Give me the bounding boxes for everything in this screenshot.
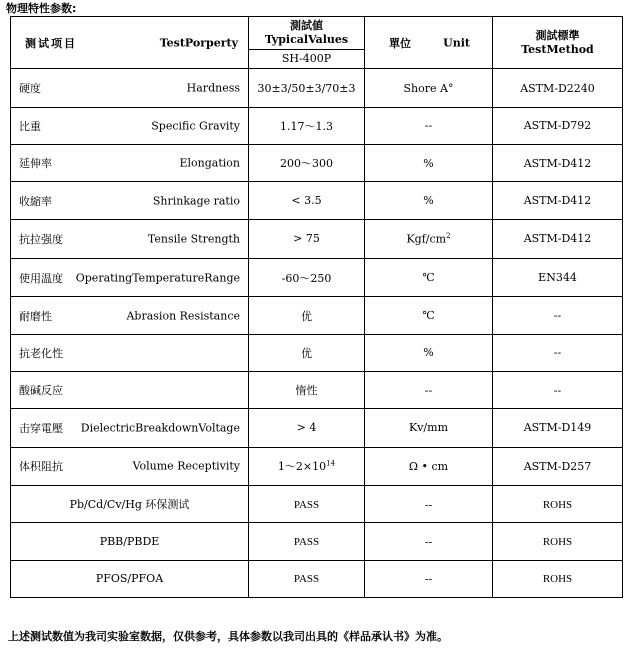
property-en: Abrasion Resistance <box>126 309 240 323</box>
property-cn: 硬度 <box>19 82 41 96</box>
table-row <box>11 107 623 144</box>
typical-value-cell <box>249 447 365 485</box>
unit-cell <box>365 409 493 447</box>
unit-cell <box>365 145 493 182</box>
env-test-unit-cell <box>365 523 493 560</box>
unit-cell <box>365 219 493 258</box>
table-row <box>11 371 623 408</box>
unit-value: % <box>423 156 434 170</box>
typical-value-cell <box>249 259 365 297</box>
method-value: -- <box>553 346 562 360</box>
table-row <box>11 145 623 182</box>
env-test-label-cell <box>11 485 249 522</box>
property-cell <box>11 145 249 182</box>
typical-value: > 4 <box>296 421 317 435</box>
unit-cell <box>365 182 493 219</box>
page-title: 物理特性参数: <box>6 2 77 15</box>
typical-value: > 75 <box>293 232 320 246</box>
property-en: Elongation <box>179 156 240 170</box>
property-en: Shrinkage ratio <box>152 194 240 208</box>
env-test-value-cell <box>249 523 365 560</box>
unit-cell <box>365 107 493 144</box>
unit-value: ℃ <box>422 271 435 285</box>
typical-value-cell <box>249 219 365 258</box>
env-test-unit: -- <box>424 535 433 548</box>
unit-cell <box>365 447 493 485</box>
unit-value: % <box>423 346 434 360</box>
property-cn: 比重 <box>19 119 41 133</box>
unit-value: ℃ <box>422 309 435 323</box>
table-row <box>11 334 623 371</box>
table-row <box>11 259 623 297</box>
header-typical-cn: 測試値 <box>290 19 323 32</box>
unit-cell <box>365 69 493 107</box>
env-test-unit-cell <box>365 485 493 522</box>
method-cell <box>493 107 623 144</box>
header-method-en: TestMethod <box>521 42 594 56</box>
env-test-value: PASS <box>293 535 320 548</box>
table-row <box>11 447 623 485</box>
typical-value-cell <box>249 409 365 447</box>
method-value: EN344 <box>538 271 577 285</box>
property-cell <box>11 371 249 408</box>
env-test-method-cell <box>493 523 623 560</box>
env-test-row <box>11 560 623 597</box>
unit-cell <box>365 259 493 297</box>
table-row <box>11 219 623 258</box>
property-cell <box>11 447 249 485</box>
method-value: ASTM-D257 <box>523 459 592 473</box>
env-test-method-cell <box>493 485 623 522</box>
typical-value-cell <box>249 107 365 144</box>
unit-value: % <box>423 194 434 208</box>
typical-value: 1.17～1.3 <box>280 119 333 133</box>
env-test-value: PASS <box>293 498 320 511</box>
typical-value: < 3.5 <box>291 194 322 208</box>
property-cell <box>11 107 249 144</box>
typical-value-cell <box>249 145 365 182</box>
header-property <box>11 17 249 69</box>
method-value: ASTM-D2240 <box>520 81 595 95</box>
typical-value: 惰性 <box>295 384 318 398</box>
method-value: ASTM-D149 <box>523 421 592 435</box>
property-cell <box>11 182 249 219</box>
header-model: SH-400P <box>281 52 332 65</box>
property-en: Tensile Strength <box>147 232 240 246</box>
method-value: ASTM-D412 <box>523 194 592 208</box>
method-cell <box>493 182 623 219</box>
env-test-unit-cell <box>365 560 493 597</box>
typical-value-cell <box>249 334 365 371</box>
header-method-cn: 測試標準 <box>535 28 580 42</box>
unit-cell <box>365 334 493 371</box>
unit-cell <box>365 297 493 334</box>
method-cell <box>493 69 623 107</box>
env-test-method: ROHS <box>542 498 573 511</box>
property-cn: 击穿電壓 <box>19 421 63 435</box>
method-cell <box>493 409 623 447</box>
method-cell <box>493 447 623 485</box>
property-cell <box>11 219 249 258</box>
header-property-en: TestPorperty <box>159 36 238 50</box>
env-test-row <box>11 485 623 522</box>
method-cell <box>493 371 623 408</box>
unit-value: -- <box>424 119 433 133</box>
env-test-method: ROHS <box>542 535 573 548</box>
env-test-method: ROHS <box>542 573 573 586</box>
header-unit-cn: 單位 <box>389 36 411 50</box>
property-en: OperatingTemperatureRange <box>75 271 240 285</box>
method-value: ASTM-D412 <box>523 156 592 170</box>
method-cell <box>493 219 623 258</box>
unit-value: Shore A° <box>403 81 454 95</box>
method-cell <box>493 334 623 371</box>
env-test-label: PFOS/PFOA <box>95 572 164 586</box>
env-test-value-cell <box>249 485 365 522</box>
typical-value-cell <box>249 69 365 107</box>
property-cell <box>11 334 249 371</box>
typical-value-cell <box>249 371 365 408</box>
property-en: Hardness <box>186 81 240 95</box>
table-row <box>11 69 623 107</box>
property-en: Volume Receptivity <box>132 459 240 473</box>
typical-value-exponent: 14 <box>326 459 336 468</box>
typical-value: 200～300 <box>280 157 333 171</box>
method-value: ASTM-D792 <box>523 119 592 133</box>
method-value: -- <box>553 383 562 397</box>
property-en: DielectricBreakdownVoltage <box>80 421 240 435</box>
property-cn: 耐磨性 <box>19 309 52 323</box>
unit-exponent: 2 <box>446 232 451 241</box>
unit-value: Ω • cm <box>408 459 449 473</box>
method-cell <box>493 145 623 182</box>
table-row <box>11 297 623 334</box>
method-cell <box>493 297 623 334</box>
typical-value: 优 <box>301 309 312 323</box>
unit-value: Kv/mm <box>409 421 448 435</box>
header-unit <box>365 17 493 69</box>
env-test-value: PASS <box>293 573 320 586</box>
typical-value: -60～250 <box>281 271 332 285</box>
property-cn: 抗拉强度 <box>19 232 63 246</box>
header-typical-en: TypicalValues <box>264 33 349 46</box>
method-value: ASTM-D412 <box>523 232 592 246</box>
property-cell <box>11 297 249 334</box>
spec-table <box>10 16 623 598</box>
property-cn: 收縮率 <box>19 194 52 208</box>
method-cell <box>493 259 623 297</box>
property-cn: 酸碱反应 <box>19 384 63 398</box>
property-cn: 使用温度 <box>19 271 63 285</box>
typical-value: 1～2×10 <box>277 460 327 474</box>
unit-cell <box>365 371 493 408</box>
unit-value: Kgf/cm <box>406 232 447 246</box>
property-cn: 延伸率 <box>19 157 52 171</box>
header-unit-en: Unit <box>443 36 470 50</box>
table-row <box>11 182 623 219</box>
env-test-row <box>11 523 623 560</box>
env-test-unit: -- <box>424 573 433 586</box>
env-test-label-cell <box>11 560 249 597</box>
env-test-label: PBB/PBDE <box>99 534 160 548</box>
unit-value: -- <box>424 383 433 397</box>
typical-value-cell <box>249 182 365 219</box>
footer-note: 上述测试数值为我司实验室数据，仅供参考，具体参数以我司出具的《样品承认书》为准。 <box>8 630 448 643</box>
property-cell <box>11 409 249 447</box>
property-cell <box>11 69 249 107</box>
typical-value-cell <box>249 297 365 334</box>
property-cn: 抗老化性 <box>19 346 63 360</box>
property-cell <box>11 259 249 297</box>
env-test-unit: -- <box>424 498 433 511</box>
env-test-label-cell <box>11 523 249 560</box>
typical-value: 30±3/50±3/70±3 <box>257 81 356 95</box>
header-method <box>493 17 623 69</box>
header-typical-values <box>249 17 365 69</box>
header-row <box>11 17 623 69</box>
header-property-cn: 测试项目 <box>25 36 77 50</box>
typical-value: 优 <box>301 346 312 360</box>
env-test-value-cell <box>249 560 365 597</box>
method-value: -- <box>553 309 562 323</box>
property-cn: 体积阻抗 <box>19 460 63 474</box>
env-test-method-cell <box>493 560 623 597</box>
property-en: Specific Gravity <box>151 119 240 133</box>
table-row <box>11 409 623 447</box>
env-test-label: Pb/Cd/Cv/Hg 环保测试 <box>69 498 190 512</box>
